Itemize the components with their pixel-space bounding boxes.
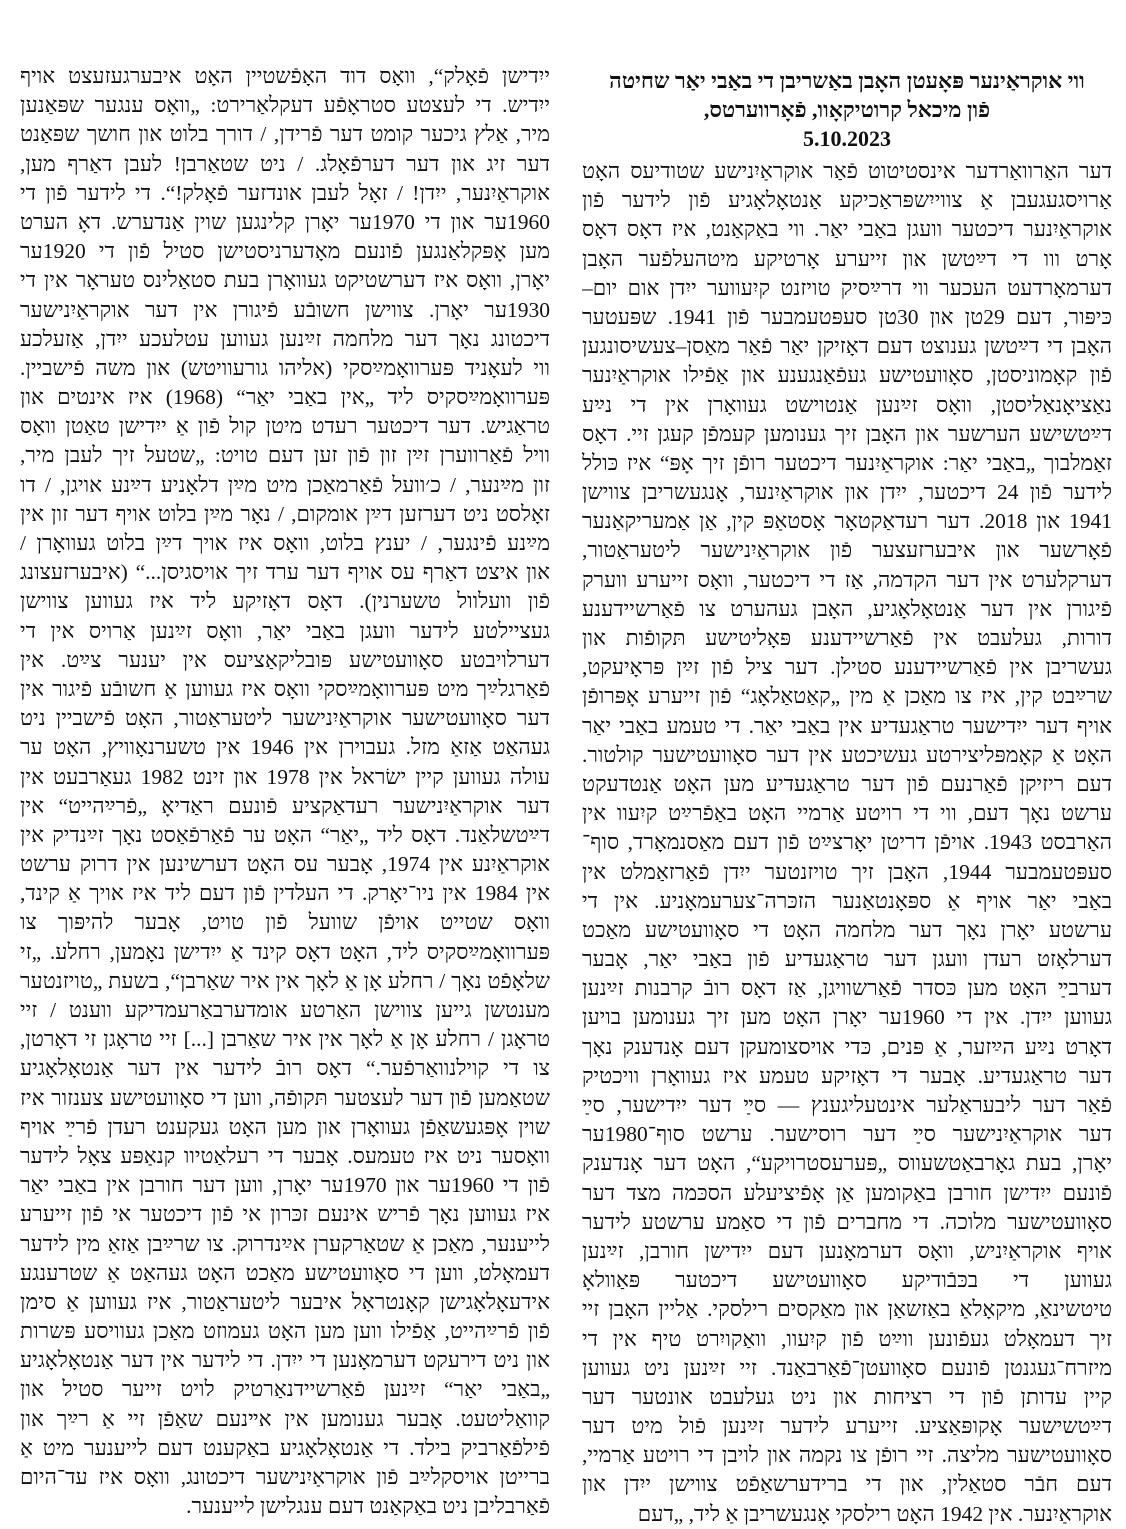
text-line: האָבן די דײַטשן גענוצט דעם דאָזיקן יאַר פֿאַר מאַסן–צעשיסונגען <box>582 334 1112 359</box>
text-line: סאָוועטישער מלוכה. די מחברים פֿון די סאַמע ערשטע לידער <box>582 1209 1112 1234</box>
text-line: יאָרן, בעת גאָרבאַטשעווס „פּערעסטרויקע“, האָט דער אָנדענק <box>582 1151 1112 1176</box>
text-line: געווען ייִדן. אין די 1960ער יאָרן האָט מען זיך גענומען בויען <box>582 1005 1112 1030</box>
text-line: קוואַליטעט. אָבער גענומען אין אײנעם שאַפֿן זיי אַ רײַך און <box>20 1406 550 1431</box>
text-line: קיין עדותן פֿון די רציחות און ניט געלעבט אונטער דער <box>582 1384 1112 1409</box>
text-line: כּיפּור, דעם 29טן און 30טן סעפּטעמבער פֿון 1941. שפּעטער <box>582 304 1112 329</box>
text-line: דאָרט נײַע הײַזער, אַ פּנים, כּדי אויסצומעקן דעם אָנדענק נאָך <box>582 1034 1112 1059</box>
text-line: מען אָפּקלאַנגען פֿונעם מאָדערניסטישן סטיל פֿון די 1920ער <box>20 239 550 264</box>
right-column-text <box>582 157 1112 1529</box>
text-line: וואָס שטייט אויפֿן שוועל פֿון טויט, אָבער להיפּוך צו <box>20 910 550 935</box>
text-line: דער סאָוועטישער אוקראַיִנישער ליטעראַטור, האָט פֿישביין ניט <box>20 706 550 731</box>
text-line: צו די קוילנוואַרפֿער.“ דאָס רובֿ לידער אין דער אַנטאָלאָגיע <box>20 1056 550 1081</box>
text-line: פֿילפֿאַרביק בילד. די אַנטאָלאָגיע באַקענט דעם לייענער מיט אַ <box>20 1435 550 1460</box>
text-line: דערקלערט אין דער הקדמה, אַז די דיכטער, וואָס זייערע ווערק <box>582 567 1112 592</box>
text-line: פֿיגורן אין דער אַנטאָלאָגיע, האָבן געהערט צו פֿאַרשיידענע <box>582 596 1112 621</box>
text-line: ווי לעאָניד פּערוואָמײַסקי (אליהו גורעוויטש) און משה פֿישביין. <box>20 355 550 380</box>
text-line: פּערוואָמײַסקיס ליד „אין באַבי יאַר“ (1968) איז אינטים און <box>20 385 550 410</box>
text-line: פּערוואָמײַסקיס ליד, האָט דאָס קינד אַ ייִדישן נאָמען, רחלע. „זי <box>20 939 550 964</box>
text-line: לידער פֿון 24 דיכטער, ייִדן און אוקראַיִנער, אָנגעשריבן צווישן <box>582 480 1112 505</box>
text-line: דער טראַגעדיע. אָבער די דאָזיקע טעמע איז געוואָרן וויכטיק <box>582 1063 1112 1088</box>
text-line: געציילטע לידער וועגן באַבי יאַר, וואָס זײַנען אַרויס אין די <box>20 618 550 643</box>
text-line: זיך דעמאָלט געפֿונען ווײַט פֿון קיִעוו, וואַקויִרט טיף אין די <box>582 1326 1112 1351</box>
text-line: זאַמלבוך „באַבי יאַר: אוקראַיִנער דיכטער רופֿן זיך אָפּ“ איז כּולל <box>582 450 1112 475</box>
text-line: אַרויסגעגעבן אַ צווייִשפּראַכיקע אַנטאָלאָגיע פֿון לידער פֿון <box>582 188 1112 213</box>
text-line: סאָוועטישער מליצה. זיי רופֿן צו נקמה און לויבן די רויטע אַרמיי, <box>582 1443 1112 1468</box>
text-line: דעם חבֿר סטאַלין, און די ברידערשאַפֿט צווישן ייִדן און <box>582 1472 1112 1497</box>
text-line: טראָגן / רחלע אָן אַ לאָך אין איר שאַרבן [...] זיי טראָגן זי דאָרטן, <box>20 1027 550 1052</box>
text-line: איז געווען נאָך פֿריש אינעם זכּרון אי פֿון דיכטער אי פֿון זייערע <box>20 1202 550 1227</box>
text-line: אוקראַיִנער, ייִדן! / זאָל לעבן אונדזער פֿאָלק!“. די לידער פֿון די <box>20 180 550 205</box>
text-line: ערשטע יאָרן נאָך דער מלחמה האָט די סאָוועטישע מאַכט <box>582 917 1112 942</box>
text-line: דײַטשלאַנד. דאָס ליד „יאַר“ האָט ער פֿאַרפֿאַסט נאָך זײַנדיק אין <box>20 822 550 847</box>
text-line: דער זיג און דער דערפֿאָלג. / ניט שטאַרבן! לעבן דאַרף מען, <box>20 151 550 176</box>
text-line: דערמאָרדעט העכער ווי דרײַסיק טויזנט קיִעווער ייִדן אום יום– <box>582 275 1112 300</box>
text-line: שוין אָפּגעשאַפֿן געוואָרן און מען האָט געקענט רעדן פֿרײַ אויף <box>20 1114 550 1139</box>
text-line: פֿון די 1960ער און 1970ער יאָרן, ווען דער חורבן אין באַבי יאַר <box>20 1173 550 1198</box>
text-line: יאָרן, וואָס איז דערשטיקט געוואָרן בעת סטאַלינס טעראָר אין די <box>20 268 550 293</box>
text-line: אוקראַיִנער. אין 1942 האָט רילסקי אָנגעשריבן אַ ליד, „דעם <box>637 1501 1112 1526</box>
text-line: האַרבסט 1943. אויפֿן דריטן יאָרצײַט פֿון דעם מאַסנמאָרד, סוף־ <box>582 830 1112 855</box>
text-line: 1941 און 2018. דער רעדאַקטאָר אָסטאַפּ קין, אַן אַמעריקאַנער <box>582 509 1112 534</box>
text-line: באַבי יאַר אויף אַ ספּאָנטאַנער הזכּרה־צערעמאָניע. אין די <box>582 888 1112 913</box>
text-line: דײַטשישער אָקופּאַציע. זייערע לידער זײַנען פֿול מיט דער <box>582 1414 1112 1439</box>
text-line: דערלאָזט רעדן וועגן דער טראַגעדיע פֿון באַבי יאַר, אָבער <box>582 947 1112 972</box>
text-line: שטאַמען פֿון דער לעצטער תּקופֿה, ווען די סאָוועטישע צענזור איז <box>20 1085 550 1110</box>
right-column <box>582 66 1112 1529</box>
left-column-text <box>20 62 550 1521</box>
text-line: דער האַרוואַרדער אינסטיטוט פֿאַר אוקראַיִנישע שטודיעס האָט <box>582 159 1112 183</box>
text-line: אוקראַיִנער דיכטער וועגן באַבי יאַר. ווי באַקאַנט, איז דאָס דאָס <box>582 217 1112 242</box>
text-line: שלאָפֿט נאָך / רחלע אָן אַ לאָך אין איר שאַרבן“, בשעת „טויזנטער <box>20 968 550 993</box>
headline-byline: פֿון מיכאל קרוטיקאָוו, פֿאָרווערטס, <box>703 97 991 122</box>
text-line: זאָלסט ניט דערזען דײַן אומקום, / נאָר מײַן בלוט אויף דער זון אין <box>20 501 550 526</box>
text-line: דײַטשישע הערשער און האָבן זיך גענומען קעמפֿן קעגן זיי. דאָס <box>582 421 1112 446</box>
text-line: סעפּטעמבער 1944, האָבן זיך טויזנטער ייִדן פֿאַרזאַמלט אין <box>582 859 1112 884</box>
text-line: ערשט נאָך דעם, ווי די רויטע אַרמיי האָט באַפֿרײַט קיִעוו אין <box>582 801 1112 826</box>
text-line: אידעאָלאָגישן קאָנטראָל איבער ליטעראַטור, איז געווען אַ סימן <box>20 1289 550 1314</box>
text-line: דערבײַ האָט מען כּסדר פֿאַרשוויגן, אַז דאָס רובֿ קרבנות זײַנען <box>582 976 1112 1001</box>
text-line: מיר, אַלץ גיכער קומט דער פֿרידן, / דורך בלוט און חושך שפּאַנט <box>20 122 550 147</box>
text-line: ברייטן אויסקלײַב פֿון אוקראַיִנישער דיכטונג, וואָס איז עד־היום <box>20 1465 550 1489</box>
text-line: 1960ער און די 1970ער יאָרן קלינגען שוין אַנדערש. דאָ הערט <box>20 209 550 234</box>
text-line: מיזרח־געגנטן פֿונעם סאָוועטן־פֿאַרבאַנד. זיי זײַנען ניט געווען <box>582 1355 1112 1380</box>
text-line: דעם ריזיקן פֿאַרנעם פֿון דער טראַגעדיע מען האָט אַנטדעקט <box>582 771 1112 796</box>
text-line: טראַגיש. דער דיכטער רעדט מיטן קול פֿון אַ ייִדישן טאַטן וואָס <box>20 414 550 439</box>
text-line: געווען די בכּבֿודיקע סאָוועטישע דיכטער פּאַוולאָ <box>582 1268 1112 1293</box>
text-line: טיטשינאַ, מיקאָלאַ באַזשאַן און מאַקסים רילסקי. אַליין האָבן זיי <box>582 1297 1112 1322</box>
text-line: 1930ער יאָרן. צווישן חשובֿע פֿיגורן אין דער אוקראַיִנישער <box>20 297 550 322</box>
text-line: פֿאַרבליבן ניט באַקאַנט דעם ענגלישן לייענער. <box>186 1494 550 1519</box>
text-line: שרײַבט קין, איז צו מאַכן אַ מין „קאַטאַלאָג“ פֿון זייערע אָפּרופֿן <box>582 684 1112 709</box>
text-line: דיכטונג נאָך דער מלחמה זײַנען געווען עטלעכע ייִדן, אַזעלכע <box>20 326 550 351</box>
text-line: אין 1984 אין ניו־יאָרק. די העלדין פֿון דעם ליד איז אויך אַ קינד, <box>20 881 550 906</box>
text-line: פֿון פֿרײַהייט, אַפֿילו ווען מען האָט געמוזט מאַכן געוויסע פּשרות <box>20 1319 550 1344</box>
text-line: דורות, געלעבט אין פֿאַרשיידענע פּאָליטישע תּקופֿות און <box>582 626 1112 650</box>
text-line: לייענער, מאַכן אַ שטאַרקערן אײַנדרוק. צו שרײַבן אַזאַ מין לידער <box>20 1231 550 1256</box>
text-line: וויל פֿאַרווערן זײַן זון פֿון זען דעם טויט: „שטעל זיך לעבן מיר, <box>20 443 550 468</box>
text-line: דער אוקראַיִנישער סײַ דער רוסישער. ערשט סוף־1980ער <box>582 1122 1112 1147</box>
text-line: „באַבי יאַר“ זײַנען פֿאַרשיידנאַרטיק לויט זייער סטיל און <box>20 1377 550 1402</box>
text-line: געשריבן אין פֿאַרשיידענע סטילן. דער ציל פֿון זײַן פּראָיעקט, <box>582 655 1112 680</box>
text-line: אויף דער ייִדישער טראַגעדיע אין באַבי יאַר. די טעמע באַבי יאַר <box>582 713 1112 738</box>
text-line: פֿאַרגלײַך מיט פּערוואָמײַסקי וואָס איז געווען אַ חשובֿע פֿיגור אין <box>20 676 550 701</box>
text-line: נאַציאָנאַליסטן, וואָס זײַנען אַנטוישט געוואָרן אין די נײַע <box>582 392 1112 417</box>
headline-date: 5.10.2023 <box>803 126 891 151</box>
text-line: און איצט דאַרף עס אויף דער ערד זיך אויסגיסן...“ (איבערזעצונג <box>20 560 550 585</box>
text-line: אויף אוקראַיִניש, וואָס דערמאָנען דעם ייִדישן חורבן, זײַנען <box>582 1238 1112 1263</box>
text-line: וואָסער ניט איז טעמעס. אָבער די רעלאַטיוו קנאַפּע צאָל לידער <box>20 1143 550 1168</box>
text-line: עולה געווען קיין ישׂראל אין 1978 און זינט 1982 געאַרבעט אין <box>20 764 550 789</box>
text-line: פֿון וועלוול טשערנין). דאָס דאָזיקע ליד איז געווען צווישן <box>20 589 550 614</box>
text-line: און ניט דירעקט דערמאָנען די ייִדן. די לידער אין דער אַנטאָלאָגיע <box>20 1348 550 1373</box>
text-line: געהאַט אַזאַ מזל. געבוירן אין 1946 אין טשערנאָוויץ, האָט ער <box>20 735 550 760</box>
text-line: פֿונעם ייִדישן חורבן באַקומען אַן אָפֿיציעלע הסכּמה מצד דער <box>582 1180 1112 1205</box>
headline-title: ווי אוקראַינער פּאָעטן האָבן באַשריבן די באַבי יאַר שחיטה <box>609 68 1085 93</box>
text-line: ייִדישן פֿאָלק“, וואָס דוד האָפֿשטיין האָט איבערגעזעצט אויף <box>20 64 550 88</box>
article-headline <box>582 66 1112 153</box>
text-line: דערלויבטע סאָוועטישע פּובליקאַציעס אין יענער צײַט. אין <box>20 647 550 672</box>
text-line: מענטשן גייען צווישן האַרטע אומדערבאַרעמדיקע ווענט / זיי <box>20 998 550 1022</box>
left-column <box>20 62 550 1521</box>
text-line: האָט אַ קאָמפּליצירטע געשיכטע אין דער סאָוועטישער קולטור. <box>582 742 1112 767</box>
text-line: אוקראַיִנע אין 1974, אָבער עס האָט דערשינען אין דרוק ערשט <box>20 852 550 877</box>
text-line: פֿון קאָמוניסטן, סאָוועטישע געפֿאַנגענע און אַפֿילו אוקראַיִנער <box>582 363 1112 388</box>
text-line: פֿאַר דער ליבעראַלער אינטעליגענץ — סײַ דער ייִדישער, סײַ <box>582 1093 1112 1117</box>
text-line: דער אוקראַיִנישער רעדאַקציע פֿונעם ראַדיאָ „פֿרײַהייט“ אין <box>20 793 550 818</box>
text-line: זון מײַנער, / כ׳וועל פֿאַרמאַכן מיט מײַן דלאָניע דײַנע אויגן, / דו <box>20 472 550 497</box>
text-line: מײַנע פֿינגער, / יענץ בלוט, וואָס איז אויך דײַן בלוט געוואָרן / <box>20 531 550 555</box>
text-line: דעמאָלט, ווען די סאָוועטישע מאַכט האָט געהאַט אַ שטרענגע <box>20 1260 550 1285</box>
text-line: אָרט ווו די דײַטשן און זייערע אָרטיקע מיטהעלפֿער האָבן <box>582 246 1112 271</box>
text-line: פֿאָרשער און איבערזעצער פֿון אוקראַיִנישער ליטעראַטור, <box>582 538 1112 563</box>
text-line: ייִדיש. די לעצטע סטראָפֿע דעקלאַרירט: „וואָס ענגער שפּאַנען <box>20 93 550 118</box>
